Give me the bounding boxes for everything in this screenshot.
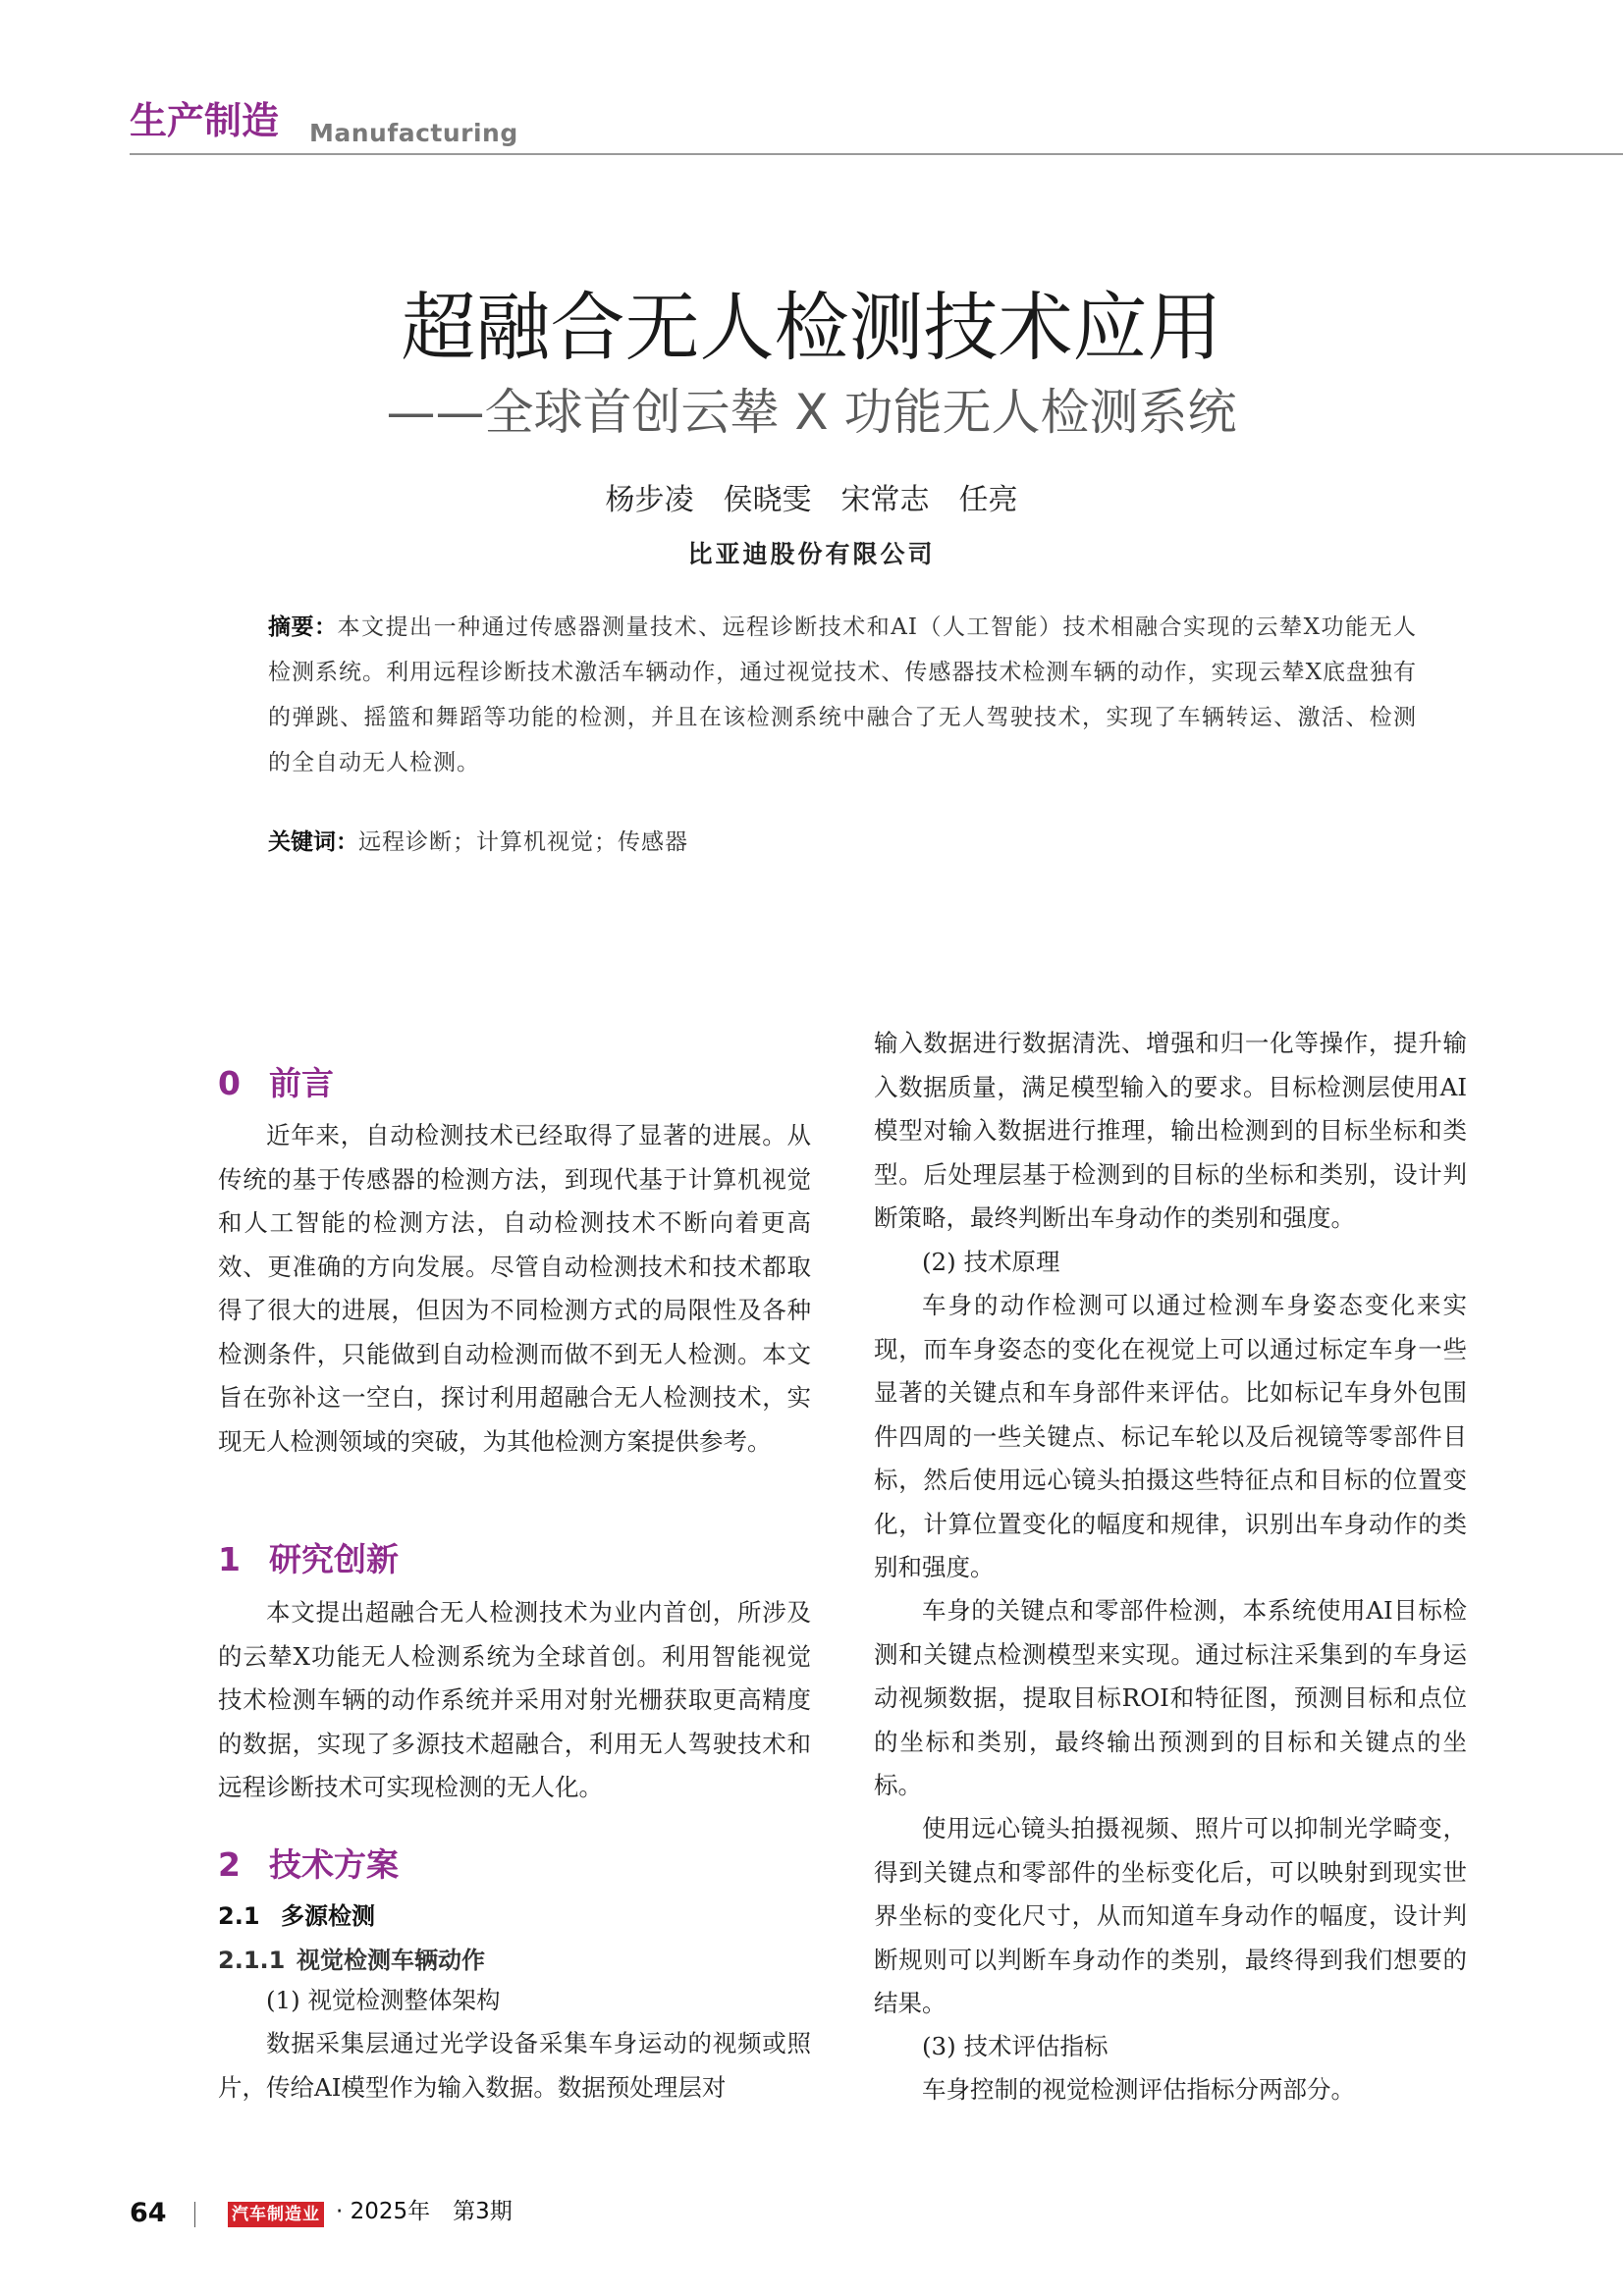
section-number: 1 [218,1540,241,1578]
section-label-en: Manufacturing [309,119,518,147]
keywords-text: 远程诊断；计算机视觉；传感器 [358,829,688,855]
header-rule [130,153,1623,155]
abstract-text: 本文提出一种通过传感器测量技术、远程诊断技术和AI（人工智能）技术相融合实现的云辇X功能无人检测系统。利用远程诊断技术激活车辆动作，通过视觉技术、传感器技术检测车辆的动作，实现云辇X底盘独有的弹跳、摇篮和舞蹈等功能的检测，并且在该检测系统中融合了无人驾驶技术，实现了车辆转运、激活、检测的全自动无人检测。 [268,614,1417,775]
section-title: 研究创新 [269,1540,399,1578]
section-heading-0 [218,1064,334,1102]
paragraph-keypoint-detection: 车身的关键点和零部件检测，本系统使用AI目标检测和关键点检测模型来实现。通过标注采集到的车身运动视频数据，提取目标ROI和特征图，预测目标和点位的坐标和类别，最终输出预测到的目标和关键点的坐标。 [874,1596,1467,1799]
paragraph-metrics: 车身控制的视觉检测评估指标分两部分。 [922,2075,1355,2104]
paragraph-innovation: 本文提出超融合无人检测技术为业内首创，所涉及的云辇X功能无人检测系统为全球首创。利用智能视觉技术检测车辆的动作系统并采用对射光栅获取更高精度的数据，实现了多源技术超融合，利用无人驾驶技术和远程诊断技术可实现检测的无人化。 [218,1598,811,1801]
paragraph-data-layer: 数据采集层通过光学设备采集车身运动的视频或照片，传给AI模型作为输入数据。数据预处理层对 [218,2029,811,2102]
paragraph-intro: 近年来，自动检测技术已经取得了显著的进展。从传统的基于传感器的检测方法，到现代基于计算机视觉和人工智能的检测方法，自动检测技术不断向着更高效、更准确的方向发展。尽管自动检测技术和技术都取得了很大的进展，但因为不同检测方式的局限性及各种检测条件，只能做到自动检测而做不到无人检测。本文旨在弥补这一空白，探讨利用超融合无人检测技术，实现无人检测领域的突破，为其他检测方案提供参考。 [218,1121,811,1456]
section-label-cn: 生产制造 [130,99,280,142]
article-subtitle: ——全球首创云辇 X 功能无人检测系统 [386,384,1237,441]
section-heading-2 [218,1845,399,1884]
subsection-number: 2.1 [218,1902,260,1930]
affiliation: 比亚迪股份有限公司 [687,540,936,568]
paragraph-principle: 车身的动作检测可以通过检测车身姿态变化来实现，而车身姿态的变化在视觉上可以通过标定车身一些显著的关键点和车身部件来评估。比如标记车身外包围件四周的一些关键点、标记车轮以及后视镜等零部件目标，然后使用远心镜头拍摄这些特征点和目标的位置变化，计算位置变化的幅度和规律，识别出车身动作的类别和强度。 [874,1291,1467,1581]
list-item-metrics: (3) 技术评估指标 [922,2032,1109,2060]
section-number: 2 [218,1845,241,1884]
authors: 杨步凌 侯晓雯 宋常志 任亮 [605,483,1018,517]
abstract [268,605,1417,785]
running-header [0,0,1623,157]
abstract-label: 摘要： [268,614,338,640]
paragraph-preprocess: 输入数据进行数据清洗、增强和归一化等操作，提升输入数据质量，满足模型输入的要求。目标检测层使用AI模型对输入数据进行推理，输出检测到的目标坐标和类型。后处理层基于检测到的目标的坐标和类别，设计判断策略，最终判断出车身动作的类别和强度。 [874,1029,1467,1232]
section-title: 技术方案 [269,1845,399,1884]
subsection-heading-2-1-1 [218,1949,485,1972]
section-title: 前言 [269,1064,334,1102]
subsection-heading-2-1 [218,1904,375,1928]
section-number: 0 [218,1064,241,1102]
page-number: 64 [130,2198,167,2228]
subsection-title: 多源检测 [281,1902,375,1930]
magazine-logo: 汽车制造业 [228,2202,324,2227]
footer-divider [194,2202,195,2227]
keywords [268,823,688,862]
subsection-title: 视觉检测车辆动作 [297,1947,485,1974]
article-title: 超融合无人检测技术应用 [401,284,1222,371]
keywords-label: 关键词： [268,829,358,855]
paragraph-telecentric: 使用远心镜头拍摄视频、照片可以抑制光学畸变，得到关键点和零部件的坐标变化后，可以映射到现实世界坐标的变化尺寸，从而知道车身动作的幅度，设计判断规则可以判断车身动作的类别，最终得到我们想要的结果。 [874,1814,1467,2017]
section-heading-1 [218,1540,399,1578]
issue-info: · 2025年 第3期 [336,2199,513,2224]
list-item-architecture: (1) 视觉检测整体架构 [266,1986,501,2014]
list-item-principle: (2) 技术原理 [922,1248,1060,1276]
subsection-number: 2.1.1 [218,1947,286,1974]
